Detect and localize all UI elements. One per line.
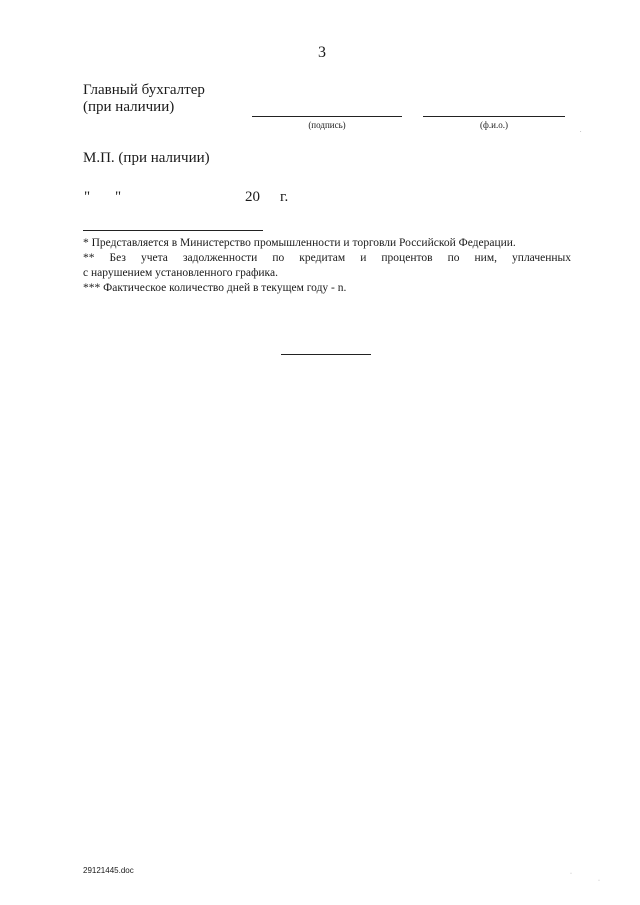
name-caption: (ф.и.о.): [480, 120, 508, 130]
footnote-2-line2: с нарушением установленного графика.: [83, 267, 278, 279]
date-open-quote: ": [84, 189, 91, 205]
stamp-placeholder: М.П. (при наличии): [83, 150, 210, 166]
scan-mark: ·: [570, 871, 572, 877]
page-number: 3: [318, 44, 326, 61]
date-year-suffix: г.: [280, 189, 289, 205]
date-year-prefix: 20: [245, 189, 260, 205]
footnotes: [83, 236, 571, 296]
chief-accountant-title-line1: Главный бухгалтер: [83, 82, 205, 98]
footer-filename: 29121445.doc: [83, 866, 134, 875]
document-end-rule: [281, 354, 371, 355]
chief-accountant-title: [83, 82, 205, 116]
chief-accountant-title-line2: (при наличии): [83, 99, 175, 115]
footnote-separator: [83, 230, 263, 231]
scan-mark: .: [580, 128, 582, 134]
scan-mark: ·: [598, 878, 600, 884]
footnote-2-line1: ** Без учета задолженности по кредитам и процентов по ним, уплаченных: [83, 252, 571, 264]
name-line: [423, 116, 565, 117]
signature-caption: (подпись): [308, 120, 346, 130]
date-close-quote: ": [115, 189, 122, 205]
footnote-1: * Представляется в Министерство промышленности и торговли Российской Федерации.: [83, 237, 516, 249]
signature-line: [252, 116, 402, 117]
footnote-3: *** Фактическое количество дней в текущем году - n.: [83, 282, 347, 294]
